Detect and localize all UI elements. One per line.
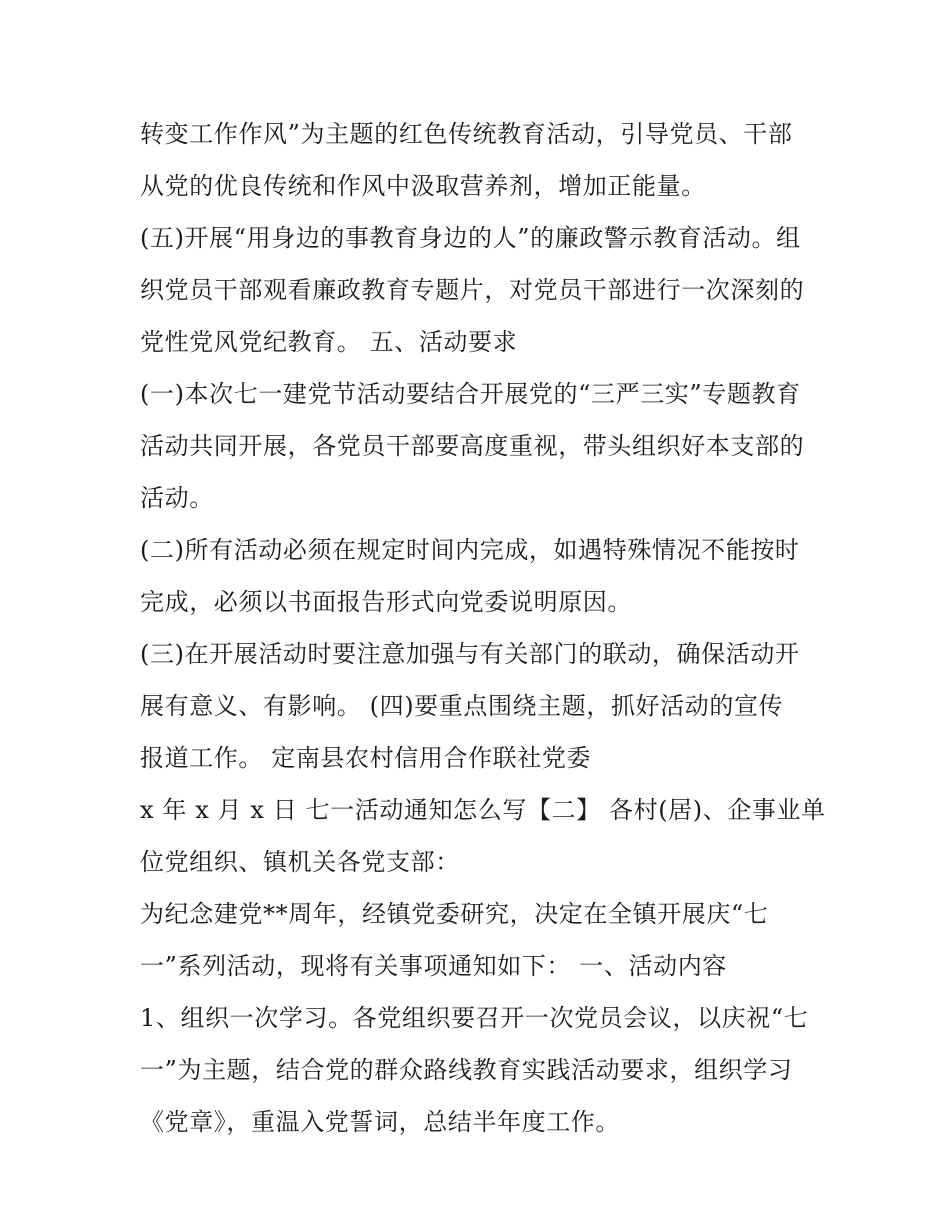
text-line: 报道工作。 定南县农村信用合作联社党委: [140, 744, 592, 772]
text-line: 从党的优良传统和作风中汲取营养剂，增加正能量。: [140, 172, 706, 200]
text-line: 活动。: [140, 484, 214, 512]
text-line: 为纪念建党**周年，经镇党委研究，决定在全镇开展庆“七: [140, 900, 769, 928]
text-line: 转变工作作风”为主题的红色传统教育活动，引导党员、干部: [140, 120, 793, 148]
text-line: 织党员干部观看廉政教育专题片，对党员干部进行一次深刻的: [140, 276, 805, 304]
text-line: 位党组织、镇机关各党支部：: [140, 848, 460, 876]
text-line: 1、组织一次学习。各党组织要召开一次党员会议，以庆祝“七: [140, 1004, 809, 1032]
text-line: (一)本次七一建党节活动要结合开展党的“三严三实”专题教育: [140, 380, 801, 408]
text-line: x 年 x 月 x 日 七一活动通知怎么写【二】 各村(居)、企事业单: [140, 796, 826, 824]
text-line: 活动共同开展，各党员干部要高度重视，带头组织好本支部的: [140, 432, 805, 460]
text-line: (二)所有活动必须在规定时间内完成，如遇特殊情况不能按时: [140, 536, 800, 564]
text-line: 党性党风党纪教育。 五、活动要求: [140, 328, 518, 356]
text-line: (五)开展“用身边的事教育身边的人”的廉政警示教育活动。组: [140, 224, 801, 252]
text-line: 展有意义、有影响。 (四)要重点围绕主题，抓好活动的宣传: [140, 692, 784, 720]
text-line: 一”为主题，结合党的群众路线教育实践活动要求，组织学习: [140, 1056, 793, 1084]
text-line: 完成，必须以书面报告形式向党委说明原因。: [140, 588, 632, 616]
text-line: 《党章》，重温入党誓词，总结半年度工作。: [140, 1108, 620, 1136]
text-line: (三)在开展活动时要注意加强与有关部门的联动，确保活动开: [140, 640, 800, 668]
document-body: [140, 108, 840, 1148]
text-line: 一”系列活动，现将有关事项通知如下： 一、活动内容: [140, 952, 727, 980]
